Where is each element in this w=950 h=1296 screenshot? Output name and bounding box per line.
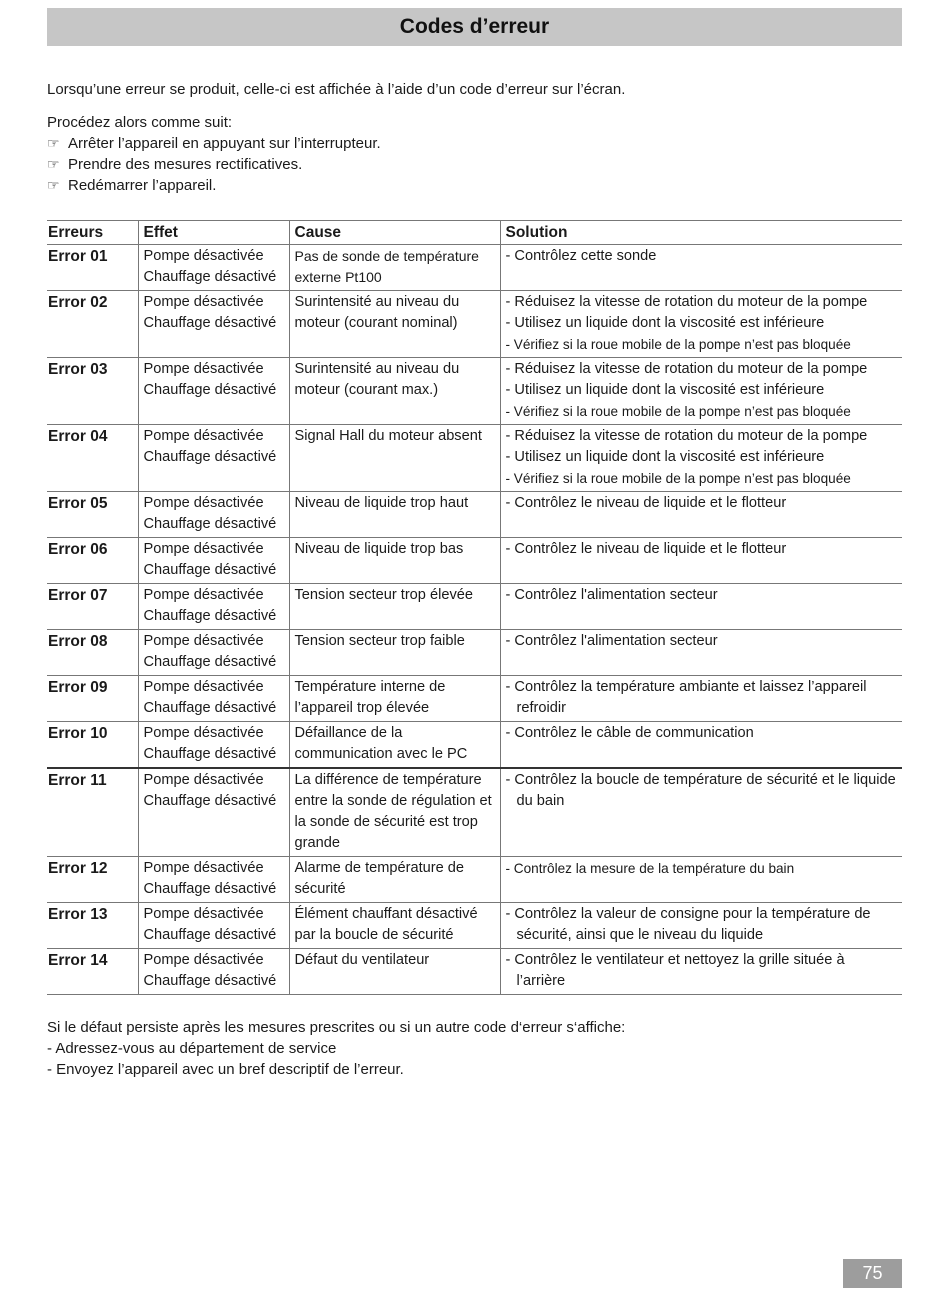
table-row	[47, 358, 902, 425]
error-code: Error 01	[47, 245, 138, 291]
solution-line	[506, 950, 898, 992]
effect-line: Chauffage désactivé	[143, 927, 277, 943]
procedure-step	[47, 154, 902, 175]
procedure-step	[47, 175, 902, 196]
error-cause: Température interne de l’appareil trop élevée	[289, 676, 500, 722]
effect-line: Pompe désactivée	[143, 772, 264, 788]
table-row	[47, 245, 902, 291]
error-code: Error 09	[47, 676, 138, 722]
effect-line: Chauffage désactivé	[143, 608, 277, 624]
solution-line	[506, 426, 898, 447]
solution-line	[506, 380, 898, 401]
effect-line: Pompe désactivée	[143, 248, 264, 264]
error-code: Error 14	[47, 949, 138, 995]
error-code: Error 11	[47, 768, 138, 857]
solution-text: - Vérifiez si la roue mobile de la pompe n’est pas bloquée	[505, 471, 851, 486]
procedure-heading: Procédez alors comme suit:	[47, 114, 233, 131]
solution-text: - Contrôlez le niveau de liquide et le flotteur	[505, 541, 787, 557]
error-solution	[500, 676, 902, 722]
solution-line	[506, 585, 898, 606]
error-code: Error 08	[47, 630, 138, 676]
error-solution	[500, 949, 902, 995]
error-effect	[138, 722, 289, 769]
outro-lead: Si le défaut persiste après les mesures prescrites ou si un autre code d‘erreur s‘affiche:	[47, 1019, 626, 1036]
error-effect	[138, 768, 289, 857]
solution-text: - Contrôlez l'alimentation secteur	[505, 633, 718, 649]
error-solution	[500, 857, 902, 903]
error-effect	[138, 949, 289, 995]
effect-line: Pompe désactivée	[143, 725, 264, 741]
header-erreurs: Erreurs	[47, 221, 138, 245]
solution-text: - Contrôlez la boucle de température de sécurité et le liquide du bain	[505, 772, 896, 809]
header-cause: Cause	[289, 221, 500, 245]
error-solution	[500, 358, 902, 425]
effect-line: Chauffage désactivé	[143, 881, 277, 897]
effect-line: Chauffage désactivé	[143, 793, 277, 809]
error-effect	[138, 291, 289, 358]
effect-line: Pompe désactivée	[143, 495, 264, 511]
error-solution	[500, 425, 902, 492]
intro-paragraph	[47, 79, 902, 100]
solution-line	[506, 313, 898, 334]
error-cause: Niveau de liquide trop bas	[289, 538, 500, 584]
effect-line: Chauffage désactivé	[143, 516, 277, 532]
solution-text: - Contrôlez cette sonde	[505, 248, 657, 264]
error-code: Error 05	[47, 492, 138, 538]
error-solution	[500, 584, 902, 630]
error-solution	[500, 291, 902, 358]
effect-line: Pompe désactivée	[143, 906, 264, 922]
effect-line: Chauffage désactivé	[143, 382, 277, 398]
solution-text: - Vérifiez si la roue mobile de la pompe n’est pas bloquée	[505, 337, 851, 352]
header-solution: Solution	[500, 221, 902, 245]
error-cause: Pas de sonde de température externe Pt100	[289, 245, 500, 291]
error-effect	[138, 584, 289, 630]
header-effet: Effet	[138, 221, 289, 245]
error-cause: Signal Hall du moteur absent	[289, 425, 500, 492]
table-row	[47, 425, 902, 492]
solution-text: - Utilisez un liquide dont la viscosité est inférieure	[505, 449, 825, 465]
error-cause: Tension secteur trop faible	[289, 630, 500, 676]
error-codes-table	[47, 220, 902, 995]
error-solution	[500, 245, 902, 291]
effect-line: Pompe désactivée	[143, 679, 264, 695]
pointing-hand-icon: ☞	[47, 177, 60, 193]
error-cause: Défaut du ventilateur	[289, 949, 500, 995]
error-solution	[500, 722, 902, 769]
error-code: Error 13	[47, 903, 138, 949]
table-row	[47, 722, 902, 769]
solution-text: - Réduisez la vitesse de rotation du moteur de la pompe	[505, 428, 868, 444]
solution-text: - Contrôlez la mesure de la température du bain	[505, 861, 795, 876]
table-row	[47, 857, 902, 903]
error-solution	[500, 492, 902, 538]
procedure-step-text: Redémarrer l’appareil.	[68, 177, 217, 194]
procedure-steps	[47, 133, 902, 196]
error-solution	[500, 903, 902, 949]
effect-line: Pompe désactivée	[143, 541, 264, 557]
outro-item: - Envoyez l’appareil avec un bref descriptif de l’erreur.	[47, 1061, 404, 1078]
solution-line	[506, 904, 898, 946]
solution-line	[506, 677, 898, 719]
solution-line	[506, 292, 898, 313]
table-row	[47, 584, 902, 630]
effect-line: Pompe désactivée	[143, 952, 264, 968]
error-effect	[138, 903, 289, 949]
procedure-step	[47, 133, 902, 154]
page	[47, 8, 902, 1080]
solution-line	[506, 858, 898, 879]
solution-line	[506, 723, 898, 744]
error-solution	[500, 538, 902, 584]
effect-line: Chauffage désactivé	[143, 269, 277, 285]
table-row	[47, 676, 902, 722]
table-body	[47, 245, 902, 995]
solution-line	[506, 334, 898, 355]
solution-text: - Utilisez un liquide dont la viscosité est inférieure	[505, 315, 825, 331]
error-effect	[138, 425, 289, 492]
solution-text: - Contrôlez l'alimentation secteur	[505, 587, 718, 603]
table-header-row	[47, 221, 902, 245]
intro-text: Lorsqu’une erreur se produit, celle-ci est affichée à l’aide d’un code d’erreur sur l’écran.	[47, 81, 626, 98]
effect-line: Pompe désactivée	[143, 633, 264, 649]
effect-line: Chauffage désactivé	[143, 654, 277, 670]
error-effect	[138, 538, 289, 584]
solution-line	[506, 468, 898, 489]
solution-text: - Utilisez un liquide dont la viscosité est inférieure	[505, 382, 825, 398]
error-code: Error 07	[47, 584, 138, 630]
procedure-block	[47, 112, 902, 196]
effect-line: Chauffage désactivé	[143, 973, 277, 989]
error-cause: Surintensité au niveau du moteur (courant max.)	[289, 358, 500, 425]
error-code: Error 04	[47, 425, 138, 492]
solution-line	[506, 493, 898, 514]
effect-line: Chauffage désactivé	[143, 562, 277, 578]
outro-block	[47, 1017, 902, 1080]
error-effect	[138, 492, 289, 538]
error-cause: Défaillance de la communication avec le PC	[289, 722, 500, 769]
error-effect	[138, 630, 289, 676]
error-cause: Surintensité au niveau du moteur (courant nominal)	[289, 291, 500, 358]
solution-line	[506, 631, 898, 652]
table-row	[47, 768, 902, 857]
page-title: Codes d’erreur	[399, 15, 550, 38]
solution-line	[506, 359, 898, 380]
effect-line: Pompe désactivée	[143, 361, 264, 377]
effect-line: Chauffage désactivé	[143, 700, 277, 716]
solution-line	[506, 447, 898, 468]
effect-line: Pompe désactivée	[143, 294, 264, 310]
page-number: 75	[843, 1259, 902, 1288]
effect-line: Chauffage désactivé	[143, 746, 277, 762]
procedure-step-text: Prendre des mesures rectificatives.	[68, 156, 303, 173]
error-code: Error 10	[47, 722, 138, 769]
error-effect	[138, 245, 289, 291]
error-effect	[138, 857, 289, 903]
solution-text: - Contrôlez le ventilateur et nettoyez la grille située à l’arrière	[505, 952, 845, 989]
table-row	[47, 492, 902, 538]
solution-line	[506, 246, 898, 267]
effect-line: Chauffage désactivé	[143, 449, 277, 465]
effect-line: Pompe désactivée	[143, 860, 264, 876]
solution-text: - Vérifiez si la roue mobile de la pompe n’est pas bloquée	[505, 404, 851, 419]
table-row	[47, 949, 902, 995]
error-cause: Élément chauffant désactivé par la boucle de sécurité	[289, 903, 500, 949]
effect-line: Pompe désactivée	[143, 428, 264, 444]
pointing-hand-icon: ☞	[47, 135, 60, 151]
effect-line: Chauffage désactivé	[143, 315, 277, 331]
effect-line: Pompe désactivée	[143, 587, 264, 603]
error-code: Error 06	[47, 538, 138, 584]
pointing-hand-icon: ☞	[47, 156, 60, 172]
error-solution	[500, 768, 902, 857]
table-row	[47, 903, 902, 949]
outro-item: - Adressez-vous au département de service	[47, 1040, 337, 1057]
table-row	[47, 291, 902, 358]
error-cause: Tension secteur trop élevée	[289, 584, 500, 630]
procedure-step-text: Arrêter l’appareil en appuyant sur l’interrupteur.	[68, 135, 381, 152]
error-solution	[500, 630, 902, 676]
solution-line	[506, 770, 898, 812]
table-row	[47, 538, 902, 584]
solution-text: - Contrôlez la température ambiante et laissez l’appareil refroidir	[505, 679, 867, 716]
solution-text: - Réduisez la vitesse de rotation du moteur de la pompe	[505, 294, 868, 310]
error-effect	[138, 676, 289, 722]
table-row	[47, 630, 902, 676]
solution-text: - Contrôlez la valeur de consigne pour la température de sécurité, ainsi que le niveau du liquide	[505, 906, 871, 943]
error-code: Error 12	[47, 857, 138, 903]
solution-line	[506, 539, 898, 560]
error-cause: Niveau de liquide trop haut	[289, 492, 500, 538]
error-effect	[138, 358, 289, 425]
error-code: Error 03	[47, 358, 138, 425]
solution-text: - Contrôlez le câble de communication	[505, 725, 754, 741]
solution-line	[506, 401, 898, 422]
error-code: Error 02	[47, 291, 138, 358]
title-bar	[47, 8, 902, 46]
solution-text: - Contrôlez le niveau de liquide et le flotteur	[505, 495, 787, 511]
solution-text: - Réduisez la vitesse de rotation du moteur de la pompe	[505, 361, 868, 377]
error-cause: La différence de température entre la sonde de régulation et la sonde de sécurité est trop grande	[289, 768, 500, 857]
error-cause: Alarme de température de sécurité	[289, 857, 500, 903]
